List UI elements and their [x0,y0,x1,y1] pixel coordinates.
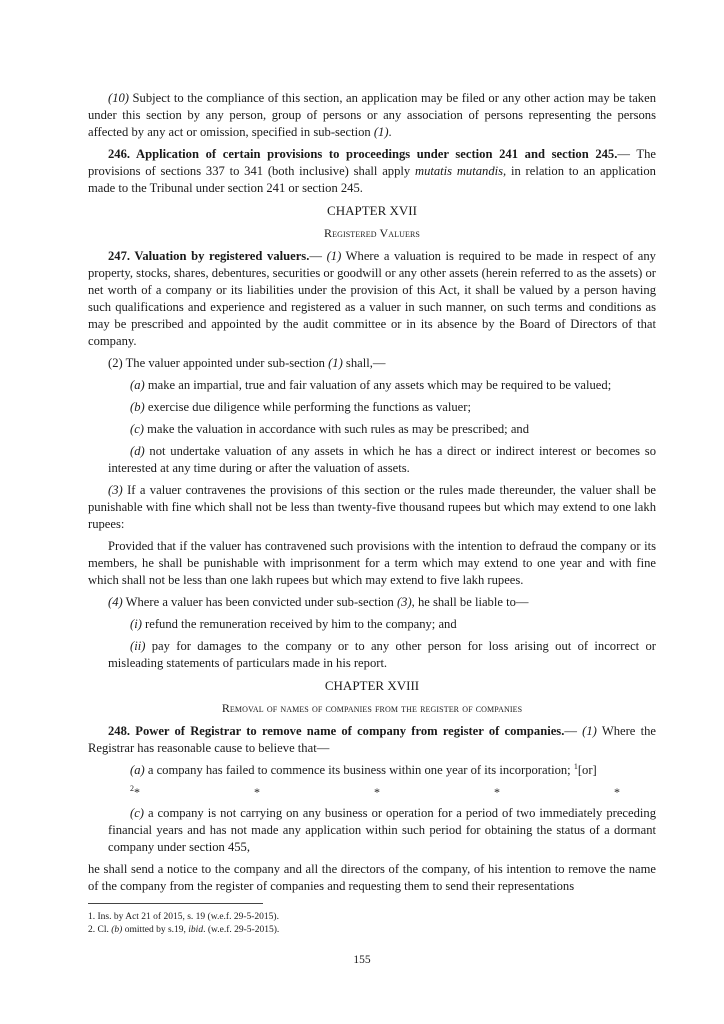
clause-i [108,616,656,633]
chapter-subtitle: Removal of names of companies from the register of companies [221,701,523,715]
dash: — [309,249,327,263]
section-244-subsection-10 [88,90,656,141]
footnote-marker: 1 [573,761,578,771]
punctuation: . [388,125,392,139]
section-246 [88,146,656,197]
latin-phrase: mutatis mutandis, [414,164,507,178]
section-heading: 248. Power of Registrar to remove name of company from register of companies. [108,724,565,738]
clause-label: (a) [130,763,145,777]
document-body [88,90,656,900]
subsection-number: (1) [326,249,342,263]
section-text-rest: in relation to an application made to the Tribunal under section 241 or section 245. [88,164,656,195]
subsection-number: (3) [108,483,123,497]
clause-label: (c) [130,806,144,820]
section-heading: 247. Valuation by registered valuers. [108,249,310,263]
clause-d [108,443,656,477]
footnotes [88,911,656,936]
star-glyph: * [134,785,140,799]
chapter-title: CHAPTER XVII [327,203,417,218]
clause-label: (d) [130,444,145,458]
clause-label: (a) [130,378,145,392]
subsection-text: If a valuer contravenes the provisions of this section or the rules made thereunder, the valuer shall be punishable with fine which shall not be less than twenty-five thousand rupees but which may extend to one lakh rupees: [88,483,656,531]
clause-text: make the valuation in accordance with such rules as may be prescribed; and [143,422,529,436]
clause-label: (i) [130,617,142,631]
chapter-title: CHAPTER XVIII [324,678,420,693]
footnote-text: omitted by s.19, [122,924,189,935]
footnote-ref: (b) [111,924,123,935]
clause-label: (c) [130,422,144,436]
section-247-subsection-3 [88,482,656,533]
subsection-text-end: , he shall be liable to— [411,595,529,609]
clause-a [108,377,656,394]
subsection-number: (1) [582,724,597,738]
section-247-subsection-2 [88,355,656,372]
star: * [614,785,620,799]
omission-stars [130,784,620,801]
star [130,784,140,801]
subsection-ref: (3) [396,595,412,609]
dash: — [564,724,583,738]
star: * [254,785,260,799]
clause-c [108,421,656,438]
clause-text: exercise due diligence while performing the functions as valuer; [144,400,471,414]
subsection-ref: (1) [328,356,343,370]
footnote-divider [88,903,263,904]
subsection-text: Where a valuer has been convicted under sub-section [122,595,397,609]
proviso: Provided that if the valuer has contravened such provisions with the intention to defraud the company or its members, he shall be punishable with imprisonment for a term which may extend to one year and with fine which shall not be less than one lakh rupees but which may extend to five lakh rupees. [88,539,656,587]
clause-text: refund the remuneration received by him to the company; and [141,617,457,631]
subsection-number: (4) [108,595,123,609]
clause-label: (b) [130,400,145,414]
clause-insertion: [or] [577,763,597,777]
clause-c [108,805,656,856]
subsection-ref: (1) [373,125,389,139]
clause-ii [108,638,656,672]
section-text: — The provisions of sections 337 to 341 (both inclusive) shall apply [88,147,656,178]
star: * [374,785,380,799]
section-247-subsection-1 [88,248,656,350]
section-heading: 246. Application of certain provisions to proceedings under section 241 and section 245. [108,147,618,161]
page-number: 155 [353,954,371,966]
clause-text: not undertake valuation of any assets in which he has a direct or indirect interest or becomes so interested at any time during or after the valuation of assets. [108,444,656,475]
section-248-tail: he shall send a notice to the company and all the directors of the company, of his intention to remove the name of the company from the register of companies and requesting them to send their representations [88,862,656,893]
footnote-1: 1. Ins. by Act 21 of 2015, s. 19 (w.e.f. 29-5-2015). [88,912,279,922]
footnote-2 [88,924,656,937]
star: * [494,785,500,799]
section-248-subsection-1 [88,723,656,757]
footnote-ibid: ibid [188,924,204,935]
chapter-subtitle: Registered Valuers [324,226,420,240]
subsection-text-end: shall,— [342,356,386,370]
subsection-text: Where the Registrar has reasonable cause to believe that— [88,724,656,755]
clause-text: a company is not carrying on any business or operation for a period of two immediately preceding financial years and has not made any application within such period for obtaining the status of a dormant company under section 455, [108,806,656,854]
section-247-subsection-4 [88,594,656,611]
footnote-text: 2. Cl. [88,924,112,935]
subsection-text: Where a valuation is required to be made in respect of any property, stocks, shares, debentures, securities or goodwill or any other assets (herein referred to as the assets) or net worth of a company or its liabilities under the provision of this Act, it shall be valued by a person having such qualifications and experience and registered as a valuer in such manner, on such terms and conditions as may be prescribed and appointed by the audit committee or in its absence by the Board of Directors of that company. [88,249,656,348]
subsection-text: Subject to the compliance of this section, an application may be filed or any other action may be taken under this section by any person, group of persons or any association of persons representing the persons affected by any act or omission, specified in sub-section [88,91,656,139]
clause-label: (ii) [130,639,146,653]
clause-text: a company has failed to commence its business within one year of its incorporation; [144,763,574,777]
footnote-marker: 2 [130,784,134,793]
subsection-number: (10) [108,91,129,105]
clause-b [108,399,656,416]
subsection-text: (2) The valuer appointed under sub-section [108,356,329,370]
clause-text: pay for damages to the company or to any other person for loss arising out of incorrect or misleading statements of particulars made in his report. [108,639,656,670]
footnote-text: . (w.e.f. 29-5-2015). [203,924,280,935]
clause-text: make an impartial, true and fair valuation of any assets which may be required to be valued; [144,378,612,392]
clause-a [108,762,656,779]
